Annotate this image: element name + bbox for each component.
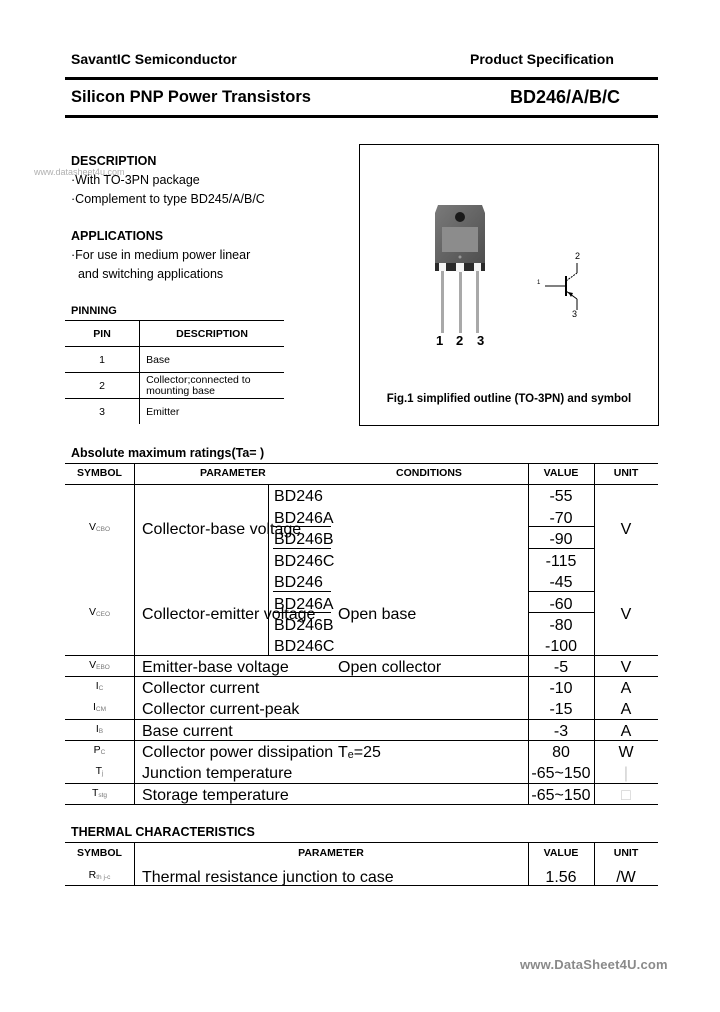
col-header-unit: UNIT [613,847,639,859]
value: -80 [549,617,573,634]
pin-row [65,373,284,399]
value: -10 [549,680,573,697]
condition: Open collector [338,659,442,676]
parameter: Base current [142,723,233,740]
symbol: $T_{stg}$ [91,787,108,799]
col-header-unit: UNIT [613,467,639,479]
pin-description: Collector;connected to mounting base [140,373,284,399]
symbol: $R_{th j-c}$ [88,869,111,881]
col-header-parameter: PARAMETER [200,467,266,479]
value: 1.56 [545,869,577,886]
value: -65~150 [531,787,591,804]
pinning-title: PINNING [71,305,117,317]
value: -90 [549,531,573,548]
parameter: Collector power dissipation [142,744,334,761]
description-item: ·Complement to type BD245/A/B/C [71,192,265,206]
value: 80 [552,744,570,761]
watermark-bottom: www.DataSheet4U.com [520,957,668,972]
unit-degree-icon: □ [621,787,631,804]
description-header: DESCRIPTION [140,321,284,347]
unit: V [620,521,632,538]
symbol-vceo: $V_{CEO}$ [88,606,111,618]
variant: BD246C [274,638,335,655]
symbol: $P_C$ [93,744,106,756]
applications-line: and switching applications [71,267,224,281]
value: -3 [553,723,569,740]
unit: A [620,723,632,740]
value: -115 [545,553,577,570]
col-header-value: VALUE [543,467,579,479]
pin-number: 2 [65,373,140,399]
abs-max-title: Absolute maximum ratings(Ta= ) [71,446,265,460]
pinning-table [65,320,284,424]
value: -100 [544,638,578,655]
parameter: Collector current [142,680,260,697]
pin-description: Emitter [146,405,180,418]
variant: BD246B [274,531,334,548]
package-pin-label: 1 [436,333,444,348]
unit-degree-icon: | [623,765,629,782]
col-header-value: VALUE [543,847,579,859]
value: -65~150 [531,765,591,782]
value: -60 [549,596,573,613]
company-name: SavantIC Semiconductor [71,51,237,67]
pin-row [65,347,284,373]
package-pin-label: 2 [456,333,464,348]
symbol-vcbo: $V_{CBO}$ [88,521,111,533]
pin-description: Base [140,347,284,373]
applications-title: APPLICATIONS [71,229,164,243]
header-rule-bottom [65,115,658,118]
symbol-collector-label: 2 [575,251,581,261]
unit: /W [616,869,636,886]
description-title: DESCRIPTION [71,154,157,168]
value: -70 [549,510,573,527]
value: -15 [549,701,573,718]
variant: BD246A [274,510,334,527]
variant: BD246 [274,488,323,505]
symbol: $T_j$ [95,765,104,777]
symbol-base-label: 1 [537,280,541,286]
unit: W [618,744,634,761]
part-number: BD246/A/B/C [510,87,621,107]
variant: BD246 [274,574,323,591]
header-rule-top [65,77,658,80]
pin-header: PIN [65,321,140,347]
to3pn-package-image [428,205,492,345]
thermal-title: THERMAL CHARACTERISTICS [71,825,255,839]
variant: BD246C [274,553,335,570]
description-item: ·With TO-3PN package [71,173,200,187]
variant: BD246B [274,617,334,634]
condition: Open base [338,606,417,623]
pin-number: 1 [65,347,140,373]
col-header-parameter: PARAMETER [298,847,364,859]
pin-row [65,399,284,425]
value: -55 [549,488,573,505]
parameter: Junction temperature [142,765,293,782]
param-vcbo: Collector-base voltage [142,521,302,538]
watermark-top: www.datasheet4u.com [34,167,125,177]
parameter: Emitter-base voltage [142,659,289,676]
col-header-symbol: SYMBOL [77,467,122,479]
unit: A [620,701,632,718]
value: -45 [549,574,573,591]
parameter: Thermal resistance junction to case [142,869,394,886]
symbol: $V_{EBO}$ [89,659,110,671]
col-header-symbol: SYMBOL [77,847,122,859]
pin-number: 3 [65,399,140,425]
product-line: Silicon PNP Power Transistors [71,88,311,106]
unit: A [620,680,632,697]
doc-type: Product Specification [470,51,614,67]
value: -5 [553,659,569,676]
symbol: $I_B$ [95,723,104,735]
figure-caption: Fig.1 simplified outline (TO-3PN) and symbol [386,393,632,405]
unit: V [620,659,632,676]
package-pin-label: 3 [477,333,485,348]
unit: V [620,606,632,623]
parameter: Collector current-peak [142,701,300,718]
variant: BD246A [274,596,334,613]
condition: Tₑ=25 [338,744,381,761]
param-vceo: Collector-emitter voltage [142,606,316,623]
parameter: Storage temperature [142,787,289,804]
applications-line: ·For use in medium power linear [71,248,251,262]
symbol: $I_{CM}$ [92,701,107,713]
col-header-conditions: CONDITIONS [396,467,462,479]
pnp-transistor-symbol-icon [535,250,595,320]
figure-box [359,144,659,426]
symbol-emitter-label: 3 [572,309,578,319]
symbol: $I_C$ [95,680,104,692]
